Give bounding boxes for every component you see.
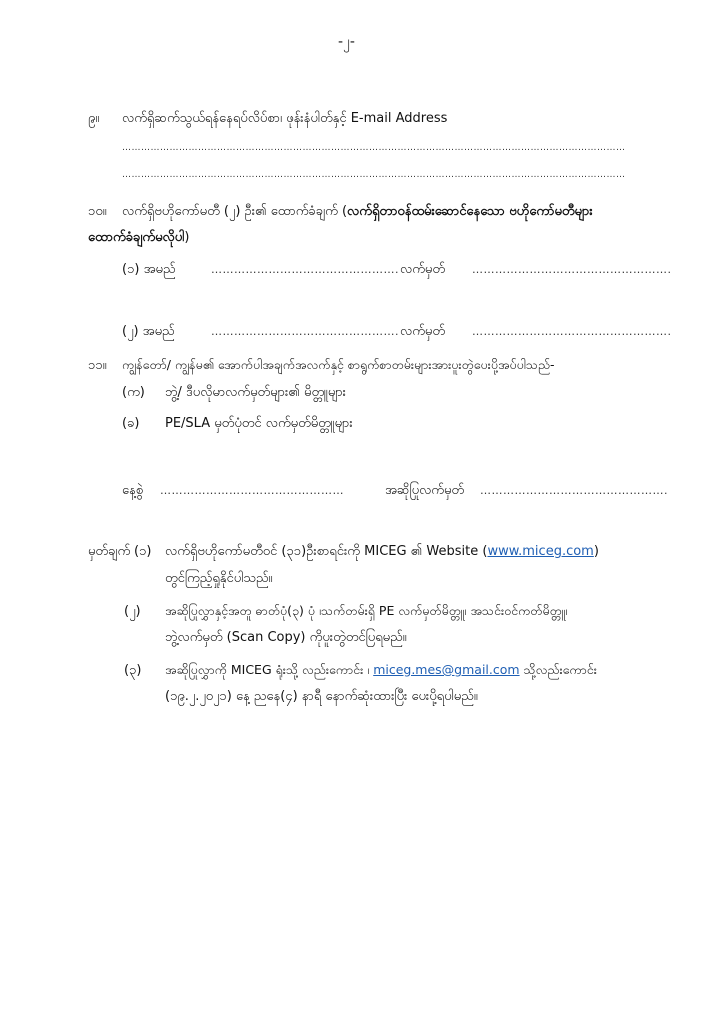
section-9-text: လက်ရှိဆက်သွယ်ရန်နေရပ်လိပ်စာ၊ ဖုန်းနံပါတ်နှင့် E-mail Address (122, 111, 448, 126)
section-10-text-bold-2: ထောက်ခံချက်မလိုပါ (88, 230, 185, 245)
note-1-text-a: လက်ရှိဗဟိုကော်မတီဝင် (၃၁)ဦးစာရင်းကို MICEG ၏ Website ( (165, 544, 488, 559)
referee-1-signature-line: ……………………………………………. (472, 263, 672, 276)
section-9-fill-line-2: …………………………………………………………………………………………………………………………………………… (122, 170, 626, 180)
attachment-a-label: (က) (122, 385, 145, 400)
section-10-text-bold: လက်ရှိတာဝန်ထမ်းဆောင်နေသော ဗဟိုကော်မတီများ (347, 204, 593, 219)
section-10-text (122, 203, 593, 222)
note-1-line-2: တွင်ကြည့်ရှုနိုင်ပါသည်။ (165, 571, 273, 586)
page-number: -၂- (338, 34, 355, 50)
section-9-number: ၉။ (88, 111, 100, 126)
note-3-line-2: (၁၉.၂.၂၀၂၁) နေ့ ညနေ(၄) နာရီ နောက်ဆုံးထားပြီး ပေးပို့ရပါမည်။ (165, 689, 478, 704)
note-1-text-b: ) (593, 544, 599, 559)
applicant-signature-line: …………………………………………. (480, 484, 668, 497)
attachment-a-text: ဘွဲ့/ ဒီပလိုမာလက်မှတ်များ၏ မိတ္တူများ (165, 385, 346, 400)
section-11-number: ၁၁။ (88, 358, 107, 373)
note-1-text (165, 543, 599, 562)
referee-1-name-line: …………………………………………. (211, 263, 399, 276)
section-9-fill-line-1: …………………………………………………………………………………………………………………………………………… (122, 143, 626, 153)
section-10-text-line2 (88, 229, 189, 248)
note-1-number: (၁) (134, 544, 152, 559)
applicant-signature-label: အဆိုပြုလက်မှတ် (385, 483, 465, 498)
referee-2-signature-line: ……………………………………………. (472, 325, 672, 338)
referee-1-name-label: (၁) အမည် (122, 262, 176, 277)
notes-heading: မှတ်ချက် (88, 544, 131, 559)
note-3-number: (၃) (124, 663, 142, 678)
attachment-b-label: (ခ) (122, 416, 140, 431)
date-line: ………………………………………… (160, 484, 344, 497)
note-2-line-1: အဆိုပြုလွှာနှင့်အတူ ဓာတ်ပုံ(၃) ပုံ ၊သက်တမ်းရှိ PE လက်မှတ်မိတ္တူ၊ အသင်းဝင်ကတ်မိတ္တူ၊ (165, 603, 568, 618)
section-10-text-prefix: လက်ရှိဗဟိုကော်မတီ (၂) ဦး၏ ထောက်ခံချက် ( (122, 204, 348, 219)
note-3-line-1 (165, 662, 597, 681)
miceg-website-link[interactable]: www.miceg.com (487, 544, 594, 559)
section-10-number: ၁၀။ (88, 204, 107, 219)
section-11-text: ကျွန်တော်/ ကျွန်မ၏ အောက်ပါအချက်အလက်နှင့် စာရွက်စာတမ်းများအားပူးတွဲပေးပို့အပ်ပါသည်- (122, 357, 555, 372)
referee-1-signature-label: လက်မှတ် (400, 262, 445, 277)
referee-2-name-label: (၂) အမည် (122, 324, 175, 339)
note-2-number: (၂) (124, 604, 141, 619)
referee-2-name-line: …………………………………………. (211, 325, 399, 338)
date-label: နေ့စွဲ (122, 483, 144, 498)
section-10-text-suffix: ) (184, 230, 190, 245)
note-3-text-b: သို့လည်းကောင်း (519, 662, 597, 677)
note-3-text-a: အဆိုပြုလွှာကို MICEG ရုံးသို့ လည်းကောင်း ၊ (165, 662, 374, 677)
note-2-line-2: ဘွဲ့လက်မှတ် (Scan Copy) ကိုပူးတွဲတင်ပြရမည်။ (165, 630, 407, 645)
referee-2-signature-label: လက်မှတ် (400, 324, 445, 339)
miceg-email-link[interactable]: miceg.mes@gmail.com (373, 662, 520, 677)
attachment-b-text: PE/SLA မှတ်ပုံတင် လက်မှတ်မိတ္တူများ (165, 416, 353, 431)
